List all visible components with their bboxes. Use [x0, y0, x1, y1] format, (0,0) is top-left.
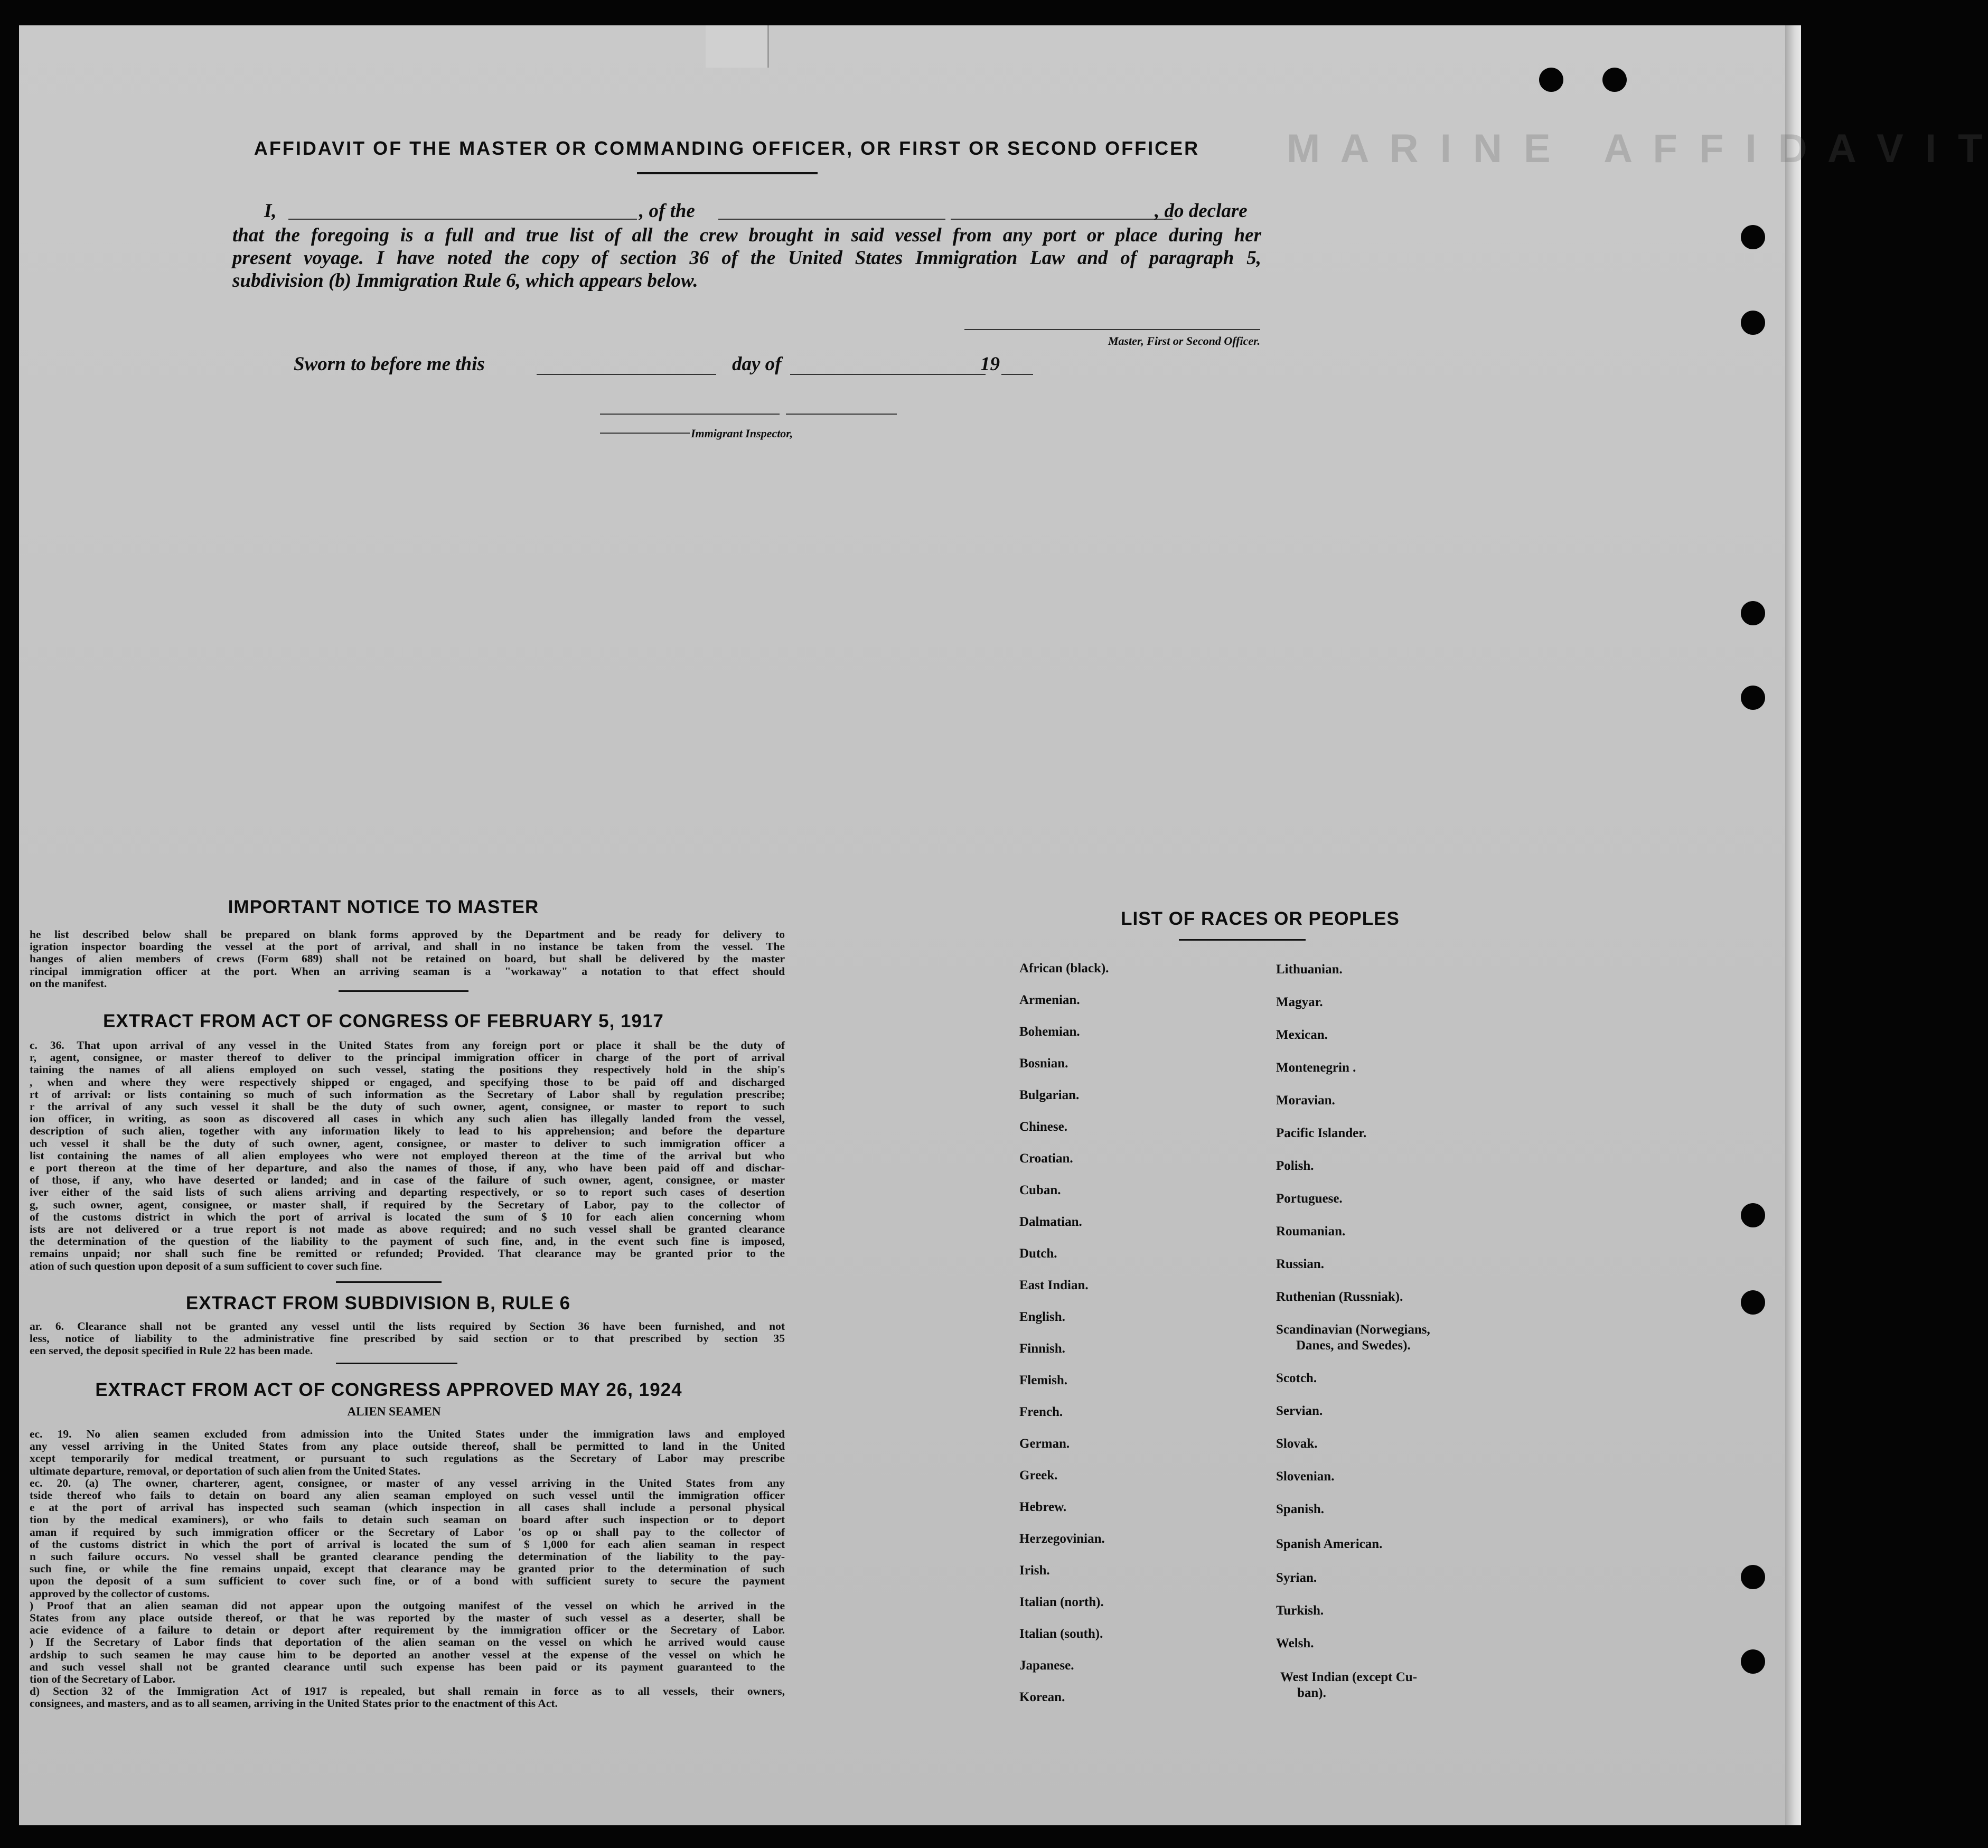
race-right-item: Lithuanian. [1276, 962, 1343, 977]
race-right-item: Slovenian. [1276, 1469, 1335, 1484]
race-left-item: Greek. [1019, 1468, 1058, 1483]
race-right-item-continued: Danes, and Swedes). [1296, 1338, 1411, 1353]
race-right-item-continued: ban). [1297, 1686, 1326, 1700]
master-signature-label: Master, First or Second Officer. [1108, 334, 1260, 348]
race-right-item: Roumanian. [1276, 1224, 1346, 1239]
notice-text: he list described below shall be prepared on blank forms approved by the Department and be ready for delivery to igration inspector boarding the vessel at the port of arrival, and shall in no instance be taken from the vessel. The hanges of alien members of crews (Form 689) shall not be retained on board, but shall be delivered by the master rincipal immigration officer at the port. When an arriving seaman is a "workaway" a notation to that effect should on the manifest. [30, 928, 785, 990]
race-right-item: Scotch. [1276, 1371, 1317, 1385]
races-title-underline [1179, 939, 1306, 941]
race-right-item: Mexican. [1276, 1028, 1328, 1042]
punch-hole-icon [1741, 1290, 1765, 1315]
vessel-blank-2[interactable] [951, 219, 1173, 220]
race-left-item: Hebrew. [1019, 1500, 1067, 1514]
race-left-item: English. [1019, 1310, 1065, 1324]
sworn-year-blank[interactable] [1001, 374, 1033, 375]
inspector-label: Immigrant Inspector, [691, 427, 793, 440]
page-fold-tab [706, 25, 769, 68]
sworn-day-of: day of [732, 353, 782, 375]
manifest-page [19, 25, 1988, 1825]
declaration-line-1 [232, 200, 1261, 224]
race-right-item: Turkish. [1276, 1603, 1324, 1618]
extract-1917-divider [336, 1281, 442, 1283]
declaration-line-3: present voyage. I have noted the copy of section 36 of the United States Immigration Law and of paragraph 5, [232, 247, 1261, 269]
race-right-item: Polish. [1276, 1159, 1314, 1173]
race-left-item: Herzegovinian. [1019, 1532, 1105, 1546]
races-title: LIST OF RACES OR PEOPLES [1121, 908, 1400, 929]
race-left-item: East Indian. [1019, 1278, 1089, 1292]
race-left-item: Armenian. [1019, 993, 1080, 1007]
master-signature-line[interactable] [964, 329, 1260, 330]
name-blank[interactable] [288, 219, 637, 220]
race-left-item: Bulgarian. [1019, 1088, 1080, 1102]
race-left-item: Cuban. [1019, 1183, 1061, 1197]
punch-hole-icon [1741, 1203, 1765, 1227]
race-right-item: Spanish. [1276, 1502, 1325, 1516]
race-left-item: Irish. [1019, 1563, 1050, 1578]
race-right-item: Ruthenian (Russniak). [1276, 1290, 1403, 1304]
race-left-item: Bohemian. [1019, 1025, 1080, 1039]
punch-hole-icon [1741, 311, 1765, 335]
extract-1924-text: ec. 19. No alien seamen excluded from admission into the United States under the immigration laws and employed any vessel arriving in the United States from any place outside thereof, shall be permitted to land in the United xcept temporarily for medical treatment, or pursuant to such regulations as the Secretary of Labor may prescribe ultimate departure, removal, or deportation of such alien from the United States. ec. 20. (a) The owner, charterer, agent, consignee, or master of any vessel arriving in the United States from any tside thereof who fails to detain on board any alien seaman employed on such vessel until the immigration officer e at the port of arrival has inspected such seaman (which inspection in all cases shall include a personal physical tion by the medical examiners), or who fails to detain such seaman on board after such inspection or to deport aman if required by such immigration officer or the Secretary of Labor 'os op oı shall pay to the collector of of the customs district in which the port of arrival is located the sum of $ 1,000 for each alien seaman in respect n such failure occurs. No vessel shall be granted clearance pending the determination of the liability to the pay- such fine, or while the fine remains unpaid, except that clearance may be granted prior to the determination of such upon the deposit of a sum sufficient to cover such fine, or of a bond with sufficient surety to secure the payment approved by the collector of customs. ) Proof that an alien seaman did not appear upon the outgoing manifest of the vessel on which he arrived in the States from any place outside thereof, or that he was reported by the master of such vessel as a deserter, shall be acie evidence of a failure to detain or deport after requirement by the immigration officer or the Secretary of Labor. ) If the Secretary of Labor finds that deportation of the alien seaman on the vessel on which he arrived would cause ardship to such seamen he may cause him to be deported an another vessel at the expense of the vessel on which he and such vessel shall not be granted clearance until such expense has been paid or its payment guaranteed to the tion of the Secretary of Labor. d) Section 32 of the Immigration Act of 1917 is repealed, but shall remain in force as to all vessels, their owners, consignees, and masters, and as to all seamen, arriving in the United States prior to the enactment of this Act. [30, 1428, 785, 1710]
affidavit-declaration [232, 200, 1261, 292]
punch-hole-icon [1741, 601, 1765, 625]
extract-rule6-divider [336, 1363, 457, 1364]
extract-1917-title: EXTRACT FROM ACT OF CONGRESS OF FEBRUARY 5, 1917 [103, 1011, 664, 1031]
affidavit-title: AFFIDAVIT OF THE MASTER OR COMMANDING OFFICER, OR FIRST OR SECOND OFFICER [254, 137, 1200, 159]
race-left-item: Japanese. [1019, 1658, 1074, 1673]
race-right-item: Spanish American. [1276, 1537, 1383, 1551]
race-left-item: Korean. [1019, 1690, 1065, 1704]
race-left-item: Chinese. [1019, 1120, 1067, 1134]
race-right-item: Syrian. [1276, 1571, 1317, 1585]
race-left-item: German. [1019, 1437, 1070, 1451]
sworn-year-prefix: 19 [980, 353, 1000, 375]
notice-divider [339, 990, 468, 992]
race-right-item: Russian. [1276, 1257, 1325, 1271]
race-right-item: West Indian (except Cu- [1280, 1670, 1418, 1684]
sworn-text: Sworn to before me this [294, 353, 485, 375]
race-right-item: Pacific Islander. [1276, 1126, 1367, 1140]
race-right-item: Portuguese. [1276, 1192, 1343, 1206]
race-left-item: Flemish. [1019, 1373, 1067, 1387]
race-left-item: Bosnian. [1019, 1056, 1068, 1071]
sworn-day-blank[interactable] [537, 374, 716, 375]
punch-hole-icon [1741, 686, 1765, 710]
race-right-item: Montenegrin . [1276, 1061, 1356, 1075]
race-left-item: French. [1019, 1405, 1063, 1419]
extract-rule6-text: ar. 6. Clearance shall not be granted any vessel until the lists required by Section 36 have been furnished, and not less, notice of liability to the administrative fine prescribed by said section or to that prescribed by section 35 een served, the deposit specified in Rule 22 has been made. [30, 1320, 785, 1357]
extract-1917-text: c. 36. That upon arrival of any vessel in the United States from any foreign port or place it shall be the duty of r, agent, consignee, or master thereof to deliver to the principal immigration officer in charge of the port of arrival taining the names of all aliens employed on such vessel, stating the positions they respectively hold in the ship's , when and where they were respectively shipped or engaged, and specifying those to be paid off and discharged rt of arrival: or lists containing so much of such information as the Secretary of Labor shall by regulation prescribe; r the arrival of any such vessel it shall be the duty of such owner, agent, consignee, or master to report to such ion officer, in writing, as soon as discovered all cases in which any such alien has illegally landed from the vessel, description of such alien, together with any information likely to lead to his apprehension; and before the departure uch vessel it shall be the duty of such owner, agent, consignee, or master to deliver to such immigration officer a list containing the names of all alien employees who were not employed thereon at the time of the arrival but who e port thereon at the time of her departure, and also the names of those, if any, who have been paid off and dischar- of those, if any, who have deserted or landed; and in case of the failure of such owner, agent, consignee, or master iver either of the said lists of such aliens arriving and departing respectively, or so to report such cases of desertion g, such owner, agent, consignee, or master shall, if required by the Secretary of Labor, pay to the collector of of the customs district in which the port of arrival is located the sum of $ 10 for each alien concerning whom ists are not delivered or a true report is not made as above required; and no such vessel shall be granted clearance the determination of the question of the liability to the payment of such fine, and, in the event such fine is imposed, remains unpaid; nor shall such fine be remitted or refunded; Provided. That clearance may be granted prior to the ation of such question upon deposit of a sum sufficient to cover such fine. [30, 1039, 785, 1272]
sworn-line [294, 353, 1059, 379]
race-right-item: Magyar. [1276, 995, 1323, 1009]
race-left-item: Croatian. [1019, 1151, 1073, 1166]
race-right-item: Slovak. [1276, 1437, 1318, 1451]
punch-hole-icon [1741, 1649, 1765, 1674]
extract-rule6-title: EXTRACT FROM SUBDIVISION B, RULE 6 [185, 1293, 571, 1314]
race-left-item: Finnish. [1019, 1342, 1065, 1356]
page-edge [1785, 25, 1801, 1825]
punch-hole-icon [1602, 68, 1627, 92]
punch-hole-icon [1741, 1565, 1765, 1589]
vessel-blank[interactable] [718, 219, 945, 220]
race-left-item: Italian (north). [1019, 1595, 1104, 1609]
declaration-line-4: subdivision (b) Immigration Rule 6, which appears below. [232, 270, 698, 292]
punch-hole-icon [1741, 225, 1765, 249]
notice-title: IMPORTANT NOTICE TO MASTER [228, 897, 539, 917]
title-underline [637, 172, 818, 174]
extract-1924-title: EXTRACT FROM ACT OF CONGRESS APPROVED MAY 26, 1924 [95, 1380, 682, 1400]
race-right-item: Servian. [1276, 1404, 1323, 1418]
race-right-item: Moravian. [1276, 1093, 1335, 1108]
race-left-item: African (black). [1019, 961, 1109, 975]
declare-of-the: , of the [639, 200, 695, 222]
sworn-month-blank[interactable] [790, 374, 986, 375]
declare-do-declare: , do declare [1155, 200, 1248, 222]
race-left-item: Italian (south). [1019, 1627, 1103, 1641]
declare-i: I, [264, 200, 277, 222]
race-right-item: Scandinavian (Norwegians, [1276, 1322, 1430, 1337]
declaration-line-2: that the foregoing is a full and true list of all the crew brought in said vessel from any port or place during her [232, 224, 1261, 246]
punch-hole-icon [1539, 68, 1563, 92]
race-left-item: Dutch. [1019, 1246, 1057, 1261]
extract-1924-subtitle: ALIEN SEAMEN [347, 1405, 441, 1418]
bleed-through-text: M A R I N E A F F I D A V I T [1287, 126, 1988, 171]
race-right-item: Welsh. [1276, 1636, 1314, 1650]
race-left-item: Dalmatian. [1019, 1215, 1082, 1229]
